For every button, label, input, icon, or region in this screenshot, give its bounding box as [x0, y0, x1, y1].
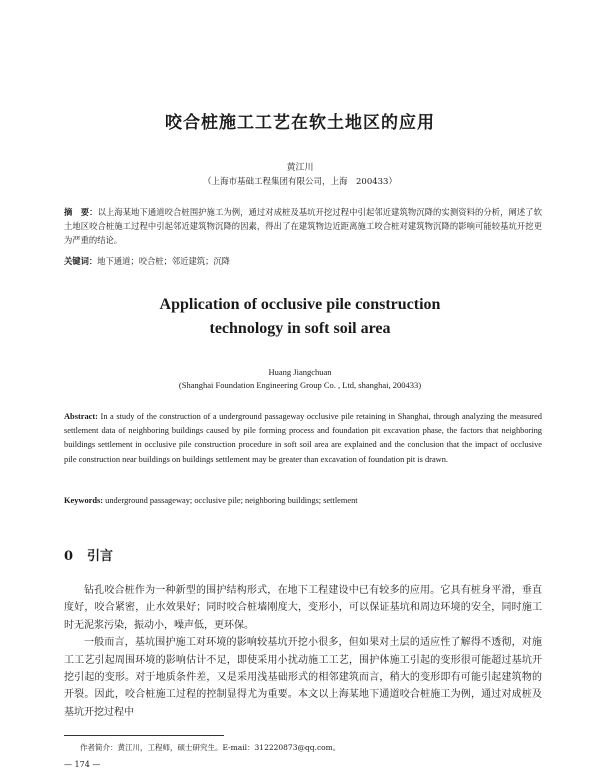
- english-abstract-label: Abstract:: [64, 412, 98, 421]
- section-heading: [64, 545, 113, 564]
- english-abstract-text: In a study of the construction of a underground passageway occlusive pile retaining in Shanghai, through analyzing the measured settlement data of neighboring buildings caused by pile forming process and foundation pit excavation phase, the factors that neighboring buildings settlement in occlusive pile construction procedure in soft soil area are explained and the conclusion that the impact of occlusive pile construction near buildings on buildings settlement may be greater than excavation of foundation pit is drawn.: [64, 412, 542, 464]
- chinese-abstract-text: 以上海某地下通道咬合桩围护施工为例，通过对成桩及基坑开挖过程中引起邻近建筑物沉降的实测资料的分析，阐述了软土地区咬合桩施工过程中引起邻近建筑物沉降的因素，得出了在建筑物边近距离施工咬合桩对建筑物沉降的影响可能较基坑开挖更为严重的结论。: [64, 207, 542, 245]
- chinese-author: 黄江川: [286, 163, 314, 173]
- english-title: [0, 293, 600, 341]
- chinese-keywords-label: 关键词：: [64, 256, 98, 266]
- body-paragraph-2: 一般而言，基坑围护施工对环境的影响较基坑开挖小很多，但如果对土层的适应性了解得不透彻，对施工工艺引起周围环境的影响估计不足，即使采用小扰动施工工艺，围护体施工引起的变形很可能超过基坑开挖引起的变形。对于地质条件差，又是采用浅基础形式的相邻建筑而言，稍大的变形即有可能引起建筑物的开裂。因此，咬合桩施工过程的控制显得尤为重要。本文以上海某地下通道咬合桩施工为例，通过对成桩及基坑开挖过程中: [64, 637, 542, 718]
- body-paragraph-1: 钻孔咬合桩作为一种新型的围护结构形式，在地下工程建设中已有较多的应用。它具有桩身平滑，垂直度好，咬合紧密，止水效果好；同时咬合桩墙刚度大，变形小，可以保证基坑和周边环境的安全，同时施工时无泥浆污染，振动小，噪声低，更环保。: [64, 585, 542, 631]
- english-keywords-label: Keywords:: [64, 496, 104, 505]
- chinese-affiliation: （上海市基础工程集团有限公司，上海 200433）: [203, 177, 397, 187]
- english-keywords: [64, 496, 542, 505]
- english-abstract: [64, 410, 542, 467]
- chinese-abstract-label: 摘 要：: [64, 207, 98, 217]
- section-number: 0: [64, 549, 74, 564]
- page-number: — 174 —: [64, 760, 101, 769]
- section-title: 引言: [87, 549, 114, 564]
- english-keywords-text: underground passageway; occlusive pile; neighboring buildings; settlement: [103, 496, 358, 505]
- body-text: [64, 582, 542, 721]
- english-author: Huang Jiangchuan: [268, 367, 332, 377]
- footnote: 作者简介：黄江川，工程师，硕士研究生。E-mail：312220873@qq.com。: [80, 743, 341, 752]
- english-title-line2: technology in soft soil area: [209, 320, 391, 337]
- chinese-keywords: [64, 255, 542, 267]
- chinese-keywords-text: 地下通道；咬合桩；邻近建筑；沉降: [97, 256, 230, 266]
- english-affiliation: (Shanghai Foundation Engineering Group Co. , Ltd, shanghai, 200433): [178, 380, 422, 390]
- chinese-title: 咬合桩施工工艺在软土地区的应用: [165, 113, 435, 133]
- footnote-rule: [64, 735, 224, 736]
- english-title-line1: Application of occlusive pile construction: [159, 296, 441, 313]
- chinese-abstract: [64, 205, 542, 247]
